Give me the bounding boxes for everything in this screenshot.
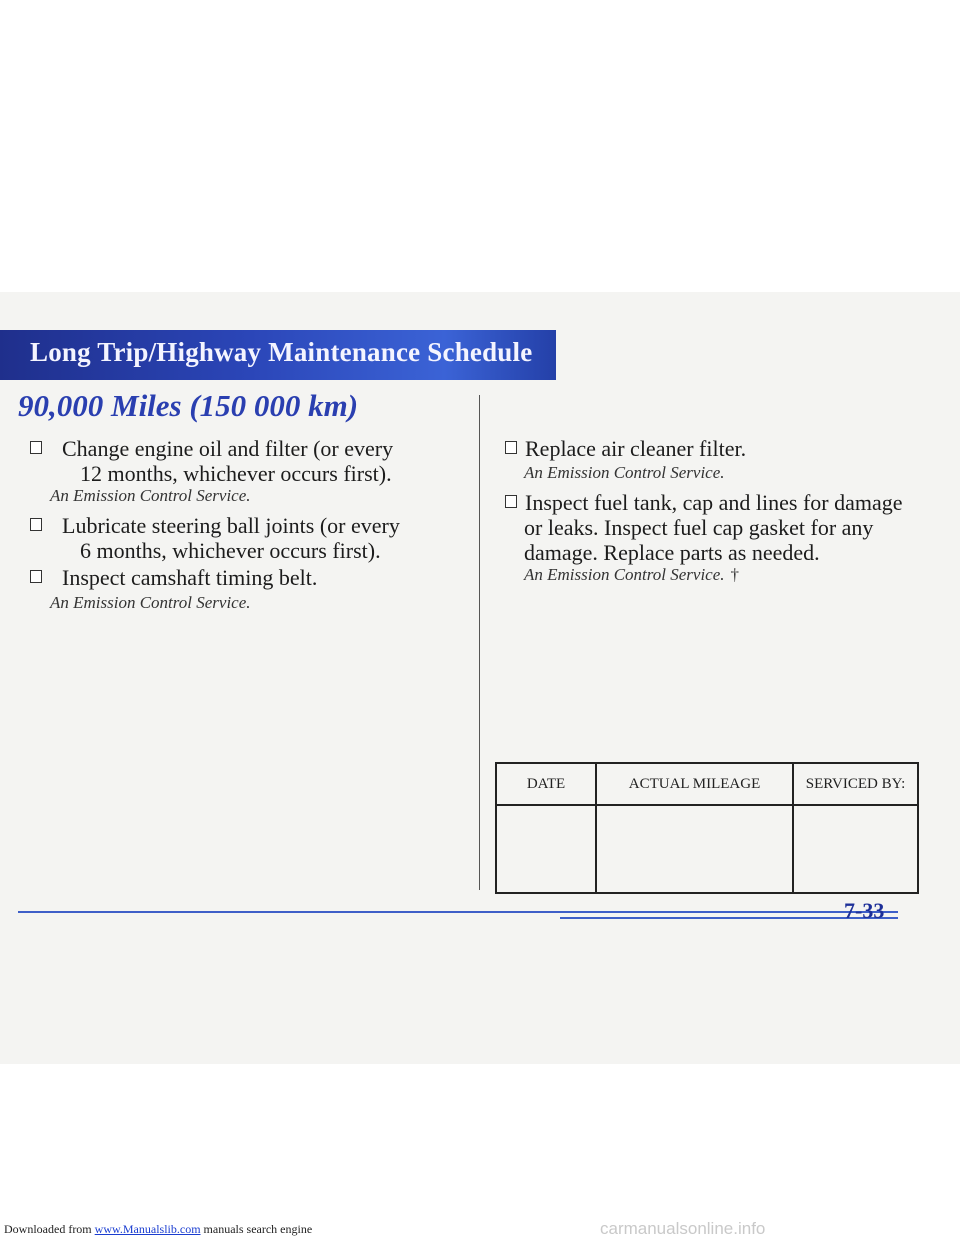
download-footer: Downloaded from www.Manualslib.com manuals search engine: [4, 1222, 313, 1236]
service-record-table: [495, 762, 919, 894]
actual-mileage-header: ACTUAL MILEAGE: [596, 763, 793, 805]
date-header: DATE: [496, 763, 596, 805]
serviced-by-header: SERVICED BY:: [793, 763, 918, 805]
mileage-cell[interactable]: [596, 805, 793, 893]
column-divider: [479, 395, 480, 890]
checkbox-icon[interactable]: [30, 570, 42, 583]
footer-rule: [18, 911, 898, 913]
serviced-by-cell[interactable]: [793, 805, 918, 893]
watermark: carmanualsonline.info: [600, 1219, 766, 1238]
date-cell[interactable]: [496, 805, 596, 893]
checkbox-icon[interactable]: [505, 495, 517, 508]
banner-title: Long Trip/Highway Maintenance Schedule: [30, 337, 533, 367]
table-header-row: [496, 763, 918, 805]
emission-note: An Emission Control Service.: [524, 463, 725, 482]
checkbox-icon[interactable]: [30, 441, 42, 454]
checkbox-icon[interactable]: [505, 441, 517, 454]
dagger-mark: †: [730, 565, 740, 584]
manualslib-link[interactable]: www.Manualslib.com: [94, 1222, 201, 1236]
checklist-item-fuel-tank: Inspect fuel tank, cap and lines for damage or leaks. Inspect fuel cap gasket for any damage. Replace parts as needed.: [505, 490, 945, 565]
section-heading: 90,000 Miles (150 000 km): [18, 388, 359, 423]
page-number: 7-33: [844, 898, 885, 923]
emission-note: An Emission Control Service.: [50, 486, 251, 505]
schedule-banner: [0, 330, 556, 380]
checkbox-icon[interactable]: [30, 518, 42, 531]
table-row: [496, 805, 918, 893]
checklist-item-timing-belt: Inspect camshaft timing belt.: [30, 565, 470, 590]
checklist-item-air-filter: Replace air cleaner filter.: [505, 436, 945, 461]
checklist-item-ball-joints: Lubricate steering ball joints (or every 6 months, whichever occurs first).: [30, 513, 470, 563]
emission-note: An Emission Control Service. †: [524, 565, 740, 584]
checklist-item-oil: Change engine oil and filter (or every 12 months, whichever occurs first).: [30, 436, 470, 486]
emission-note: An Emission Control Service.: [50, 593, 251, 612]
